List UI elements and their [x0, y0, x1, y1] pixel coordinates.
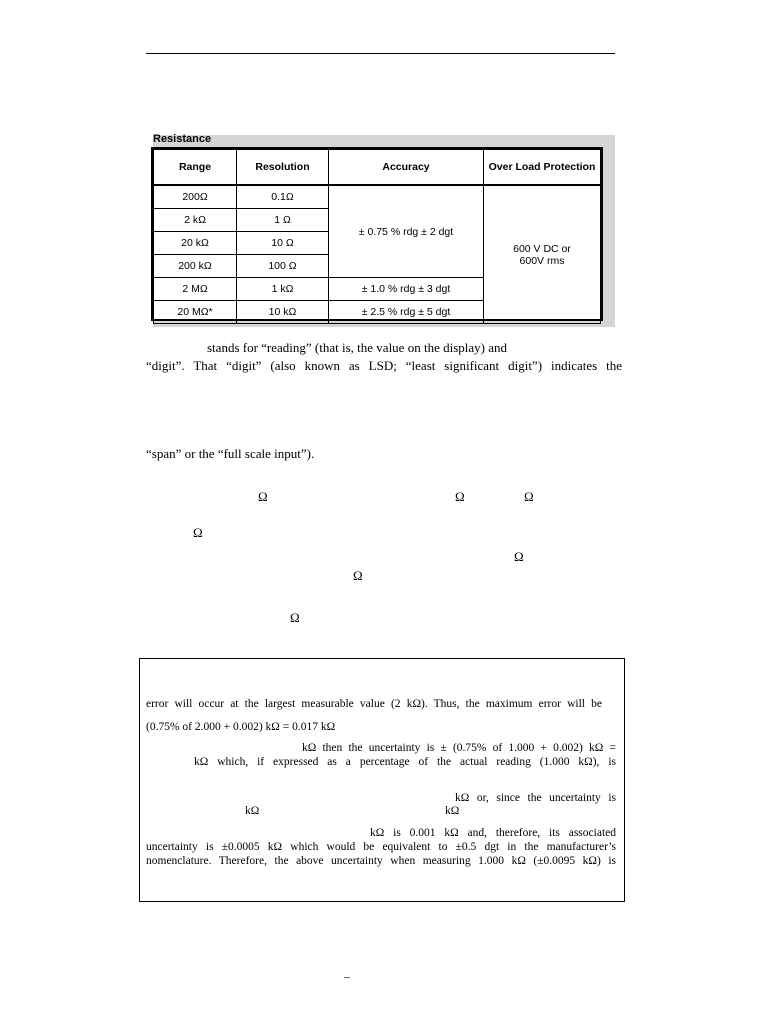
accuracy-cell: ± 1.0 % rdg ± 3 dgt [329, 278, 484, 301]
omega-symbol: Ω [524, 489, 534, 504]
range-cell: 20 MΩ* [154, 301, 237, 324]
body-line: “digit”. That “digit” (also known as LSD; “least significant digit”) indicates the [146, 358, 622, 373]
example-line: kΩ or, since the uncertainty is [455, 792, 616, 804]
example-line: uncertainty is ±0.0005 kΩ which would be equivalent to ±0.5 dgt in the manufacturer’s [146, 841, 616, 853]
resistance-spec-table [151, 147, 603, 321]
example-line: kΩ which, if expressed as a percentage of the actual reading (1.000 kΩ), is [194, 756, 616, 768]
header-resolution: Resolution [237, 150, 329, 186]
resolution-cell: 1 Ω [237, 209, 329, 232]
example-line: kΩ then the uncertainty is ± (0.75% of 1.000 + 0.002) kΩ = [302, 742, 616, 754]
example-line: kΩ is 0.001 kΩ and, therefore, its associated [370, 827, 616, 839]
resolution-cell: 10 kΩ [237, 301, 329, 324]
resolution-cell: 1 kΩ [237, 278, 329, 301]
example-line: kΩ [245, 805, 260, 817]
omega-symbol: Ω [455, 489, 465, 504]
resolution-cell: 0.1Ω [237, 185, 329, 209]
omega-symbol: Ω [258, 489, 268, 504]
range-cell: 200 kΩ [154, 255, 237, 278]
example-line: error will occur at the largest measurable value (2 kΩ). Thus, the maximum error will be [146, 698, 602, 710]
resolution-cell: 10 Ω [237, 232, 329, 255]
page-number: – [344, 969, 350, 983]
omega-symbol: Ω [193, 525, 203, 540]
omega-symbol: Ω [514, 549, 524, 564]
header-accuracy: Accuracy [329, 150, 484, 186]
header-protection: Over Load Protection [484, 150, 601, 186]
body-line: stands for “reading” (that is, the value on the display) and [207, 340, 507, 355]
table-title: Resistance [153, 133, 212, 145]
accuracy-cell: ± 0.75 % rdg ± 2 dgt [329, 185, 484, 278]
omega-symbol: Ω [290, 610, 300, 625]
header-range: Range [154, 150, 237, 186]
range-cell: 20 kΩ [154, 232, 237, 255]
resolution-cell: 100 Ω [237, 255, 329, 278]
header-rule [146, 53, 615, 54]
accuracy-cell: ± 2.5 % rdg ± 5 dgt [329, 301, 484, 324]
omega-symbol: Ω [353, 568, 363, 583]
example-line: kΩ [445, 805, 460, 817]
example-line: nomenclature. Therefore, the above uncertainty when measuring 1.000 kΩ (±0.0095 kΩ) is [146, 855, 616, 867]
range-cell: 2 MΩ [154, 278, 237, 301]
range-cell: 200Ω [154, 185, 237, 209]
example-line: (0.75% of 2.000 + 0.002) kΩ = 0.017 kΩ [146, 721, 336, 733]
range-cell: 2 kΩ [154, 209, 237, 232]
protection-cell: 600 V DC or 600V rms [484, 185, 601, 324]
body-line: “span” or the “full scale input”). [146, 446, 315, 461]
